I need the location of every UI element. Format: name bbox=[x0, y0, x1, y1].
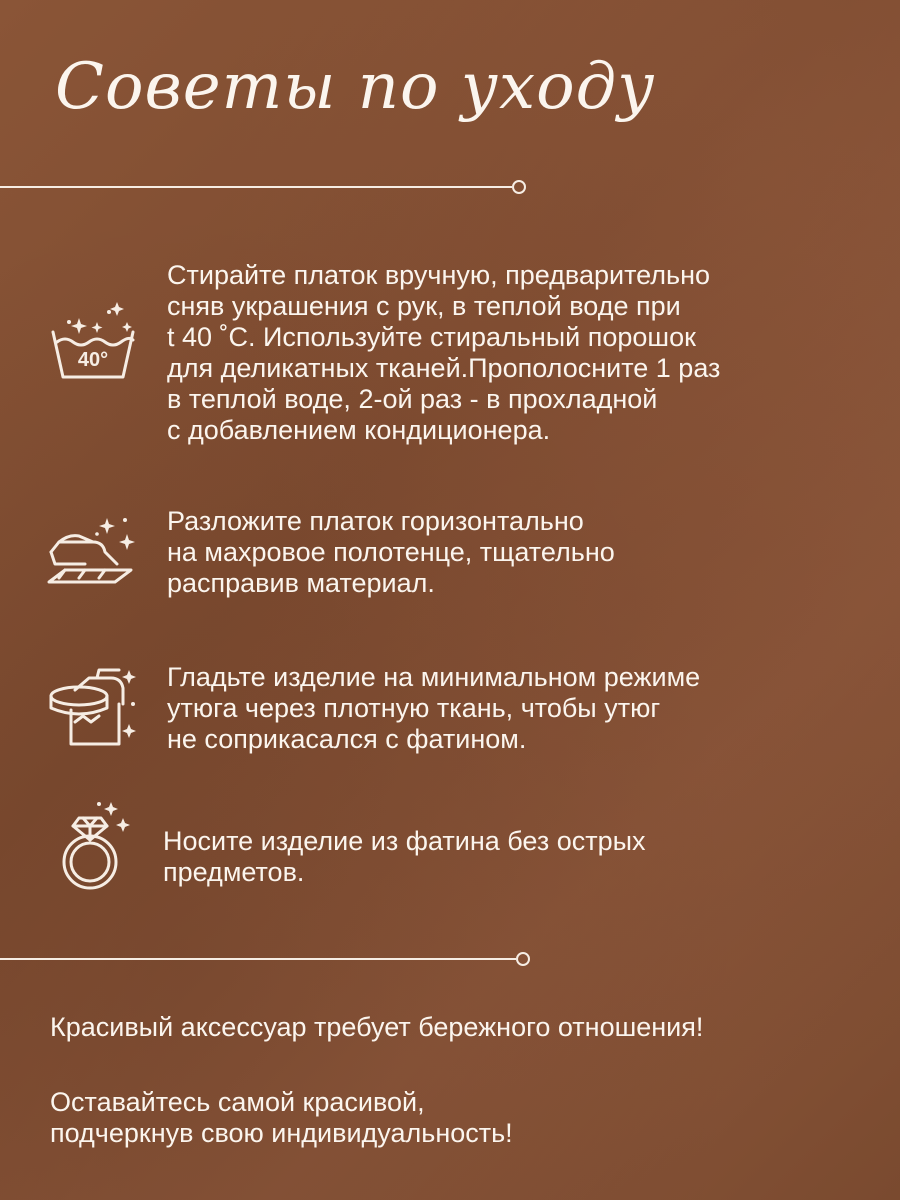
tip-text-wearing: Носите изделие из фатина без острых предметов. bbox=[163, 826, 646, 887]
iron-icon bbox=[45, 662, 140, 757]
page-title: Советы по уходу bbox=[55, 50, 656, 124]
footer-closing: Оставайтесь самой красивой, подчеркнув свою индивидуальность! bbox=[50, 1087, 513, 1148]
tip-text-washing: Стирайте платок вручную, предварительно сняв украшения с рук, в теплой воде при t 40 ˚С. Используйте стиральный порошок для деликатных тканей.Прополосните 1 раз в теплой воде, 2-ой раз - в прохладной с добавлением кондиционера. bbox=[167, 260, 721, 445]
footer-tagline: Красивый аксессуар требует бережного отношения! bbox=[50, 1012, 704, 1042]
top-divider-dot bbox=[512, 180, 526, 194]
wash-temperature-badge: 40° bbox=[77, 349, 109, 371]
bottom-divider-dot bbox=[516, 952, 530, 966]
tip-text-drying: Разложите платок горизонтально на махровое полотенце, тщательно расправив материал. bbox=[167, 506, 615, 598]
ring-icon bbox=[55, 796, 140, 901]
wash-40-icon bbox=[45, 292, 145, 387]
top-divider bbox=[0, 186, 512, 188]
hand-towel-icon bbox=[45, 512, 140, 597]
bottom-divider bbox=[0, 958, 516, 960]
tip-text-ironing: Гладьте изделие на минимальном режиме утюга через плотную ткань, чтобы утюг не соприкасался с фатином. bbox=[167, 662, 701, 754]
